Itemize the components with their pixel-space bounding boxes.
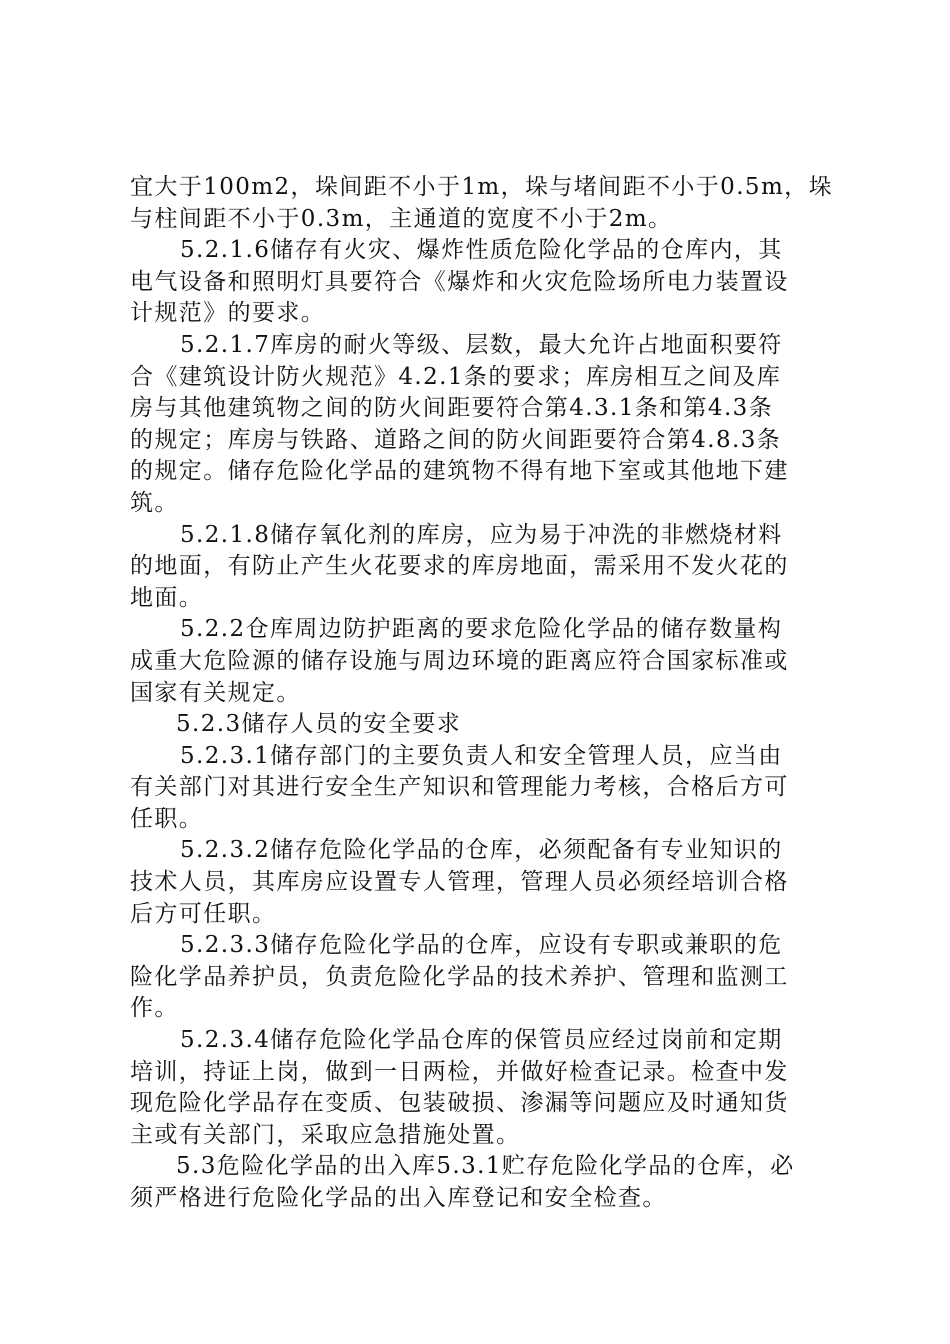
section-heading: 5.2.3储存人员的安全要求	[176, 711, 462, 738]
text-line: 5.2.3.1储存部门的主要负责人和安全管理人员，应当由	[180, 742, 783, 769]
text-line: 筑。	[130, 489, 179, 516]
text-line: 的地面，有防止产生火花要求的库房地面，需采用不发火花的	[130, 553, 789, 580]
text-line: 须严格进行危险化学品的出入库登记和安全检查。	[130, 1185, 667, 1211]
text-line: 5.2.1.7库房的耐火等级、层数，最大允许占地面积要符	[180, 331, 783, 358]
text-line: 成重大危险源的储存设施与周边环境的距离应符合国家标准或	[130, 647, 789, 674]
text-line: 5.2.1.8储存氧化剂的库房，应为易于冲洗的非燃烧材料	[180, 521, 783, 548]
text-line: 有关部门对其进行安全生产知识和管理能力考核，合格后方可	[130, 774, 789, 801]
text-line: 与柱间距不小于0.3m，主通道的宽度不小于2m。	[130, 205, 673, 232]
document-body	[130, 172, 833, 1215]
text-line: 5.2.2仓库周边防护距离的要求危险化学品的储存数量构	[180, 616, 783, 643]
text-line: 5.2.1.6储存有火灾、爆炸性质危险化学品的仓库内，其	[180, 237, 783, 264]
text-line: 现危险化学品存在变质、包装破损、渗漏等问题应及时通知货	[130, 1090, 789, 1117]
text-line: 国家有关规定。	[130, 679, 301, 706]
text-line: 的规定。储存危险化学品的建筑物不得有地下室或其他地下建	[130, 458, 789, 485]
text-line: 宜大于100m2，垛间距不小于1m，垛与堵间距不小于0.5m，垛	[130, 174, 833, 200]
text-line: 技术人员，其库房应设置专人管理，管理人员必须经培训合格	[130, 869, 789, 896]
text-line: 5.2.3.2储存危险化学品的仓库，必须配备有专业知识的	[180, 837, 783, 864]
text-line: 5.2.3.4储存危险化学品仓库的保管员应经过岗前和定期	[180, 1027, 783, 1054]
text-line: 险化学品养护员，负责危险化学品的技术养护、管理和监测工	[130, 963, 789, 990]
text-line: 地面。	[130, 584, 204, 611]
text-line: 主或有关部门，采取应急措施处置。	[130, 1121, 521, 1148]
text-line: 合《建筑设计防火规范》4.2.1条的要求；库房相互之间及库	[130, 363, 782, 390]
text-line: 后方可任职。	[130, 900, 277, 927]
text-line: 计规范》的要求。	[130, 300, 326, 327]
text-line: 任职。	[130, 805, 204, 832]
text-line: 培训，持证上岗，做到一日两检，并做好检查记录。检查中发	[130, 1058, 789, 1085]
text-line: 的规定；库房与铁路、道路之间的防火间距要符合第4.8.3条	[130, 426, 782, 453]
text-line: 电气设备和照明灯具要符合《爆炸和火灾危险场所电力装置设	[130, 268, 789, 295]
text-line: 房与其他建筑物之间的防火间距要符合第4.3.1条和第4.3条	[130, 395, 774, 422]
text-line: 作。	[130, 995, 179, 1022]
text-line: 5.2.3.3储存危险化学品的仓库，应设有专职或兼职的危	[180, 932, 783, 959]
text-line: 5.3危险化学品的出入库5.3.1贮存危险化学品的仓库，必	[176, 1153, 795, 1180]
